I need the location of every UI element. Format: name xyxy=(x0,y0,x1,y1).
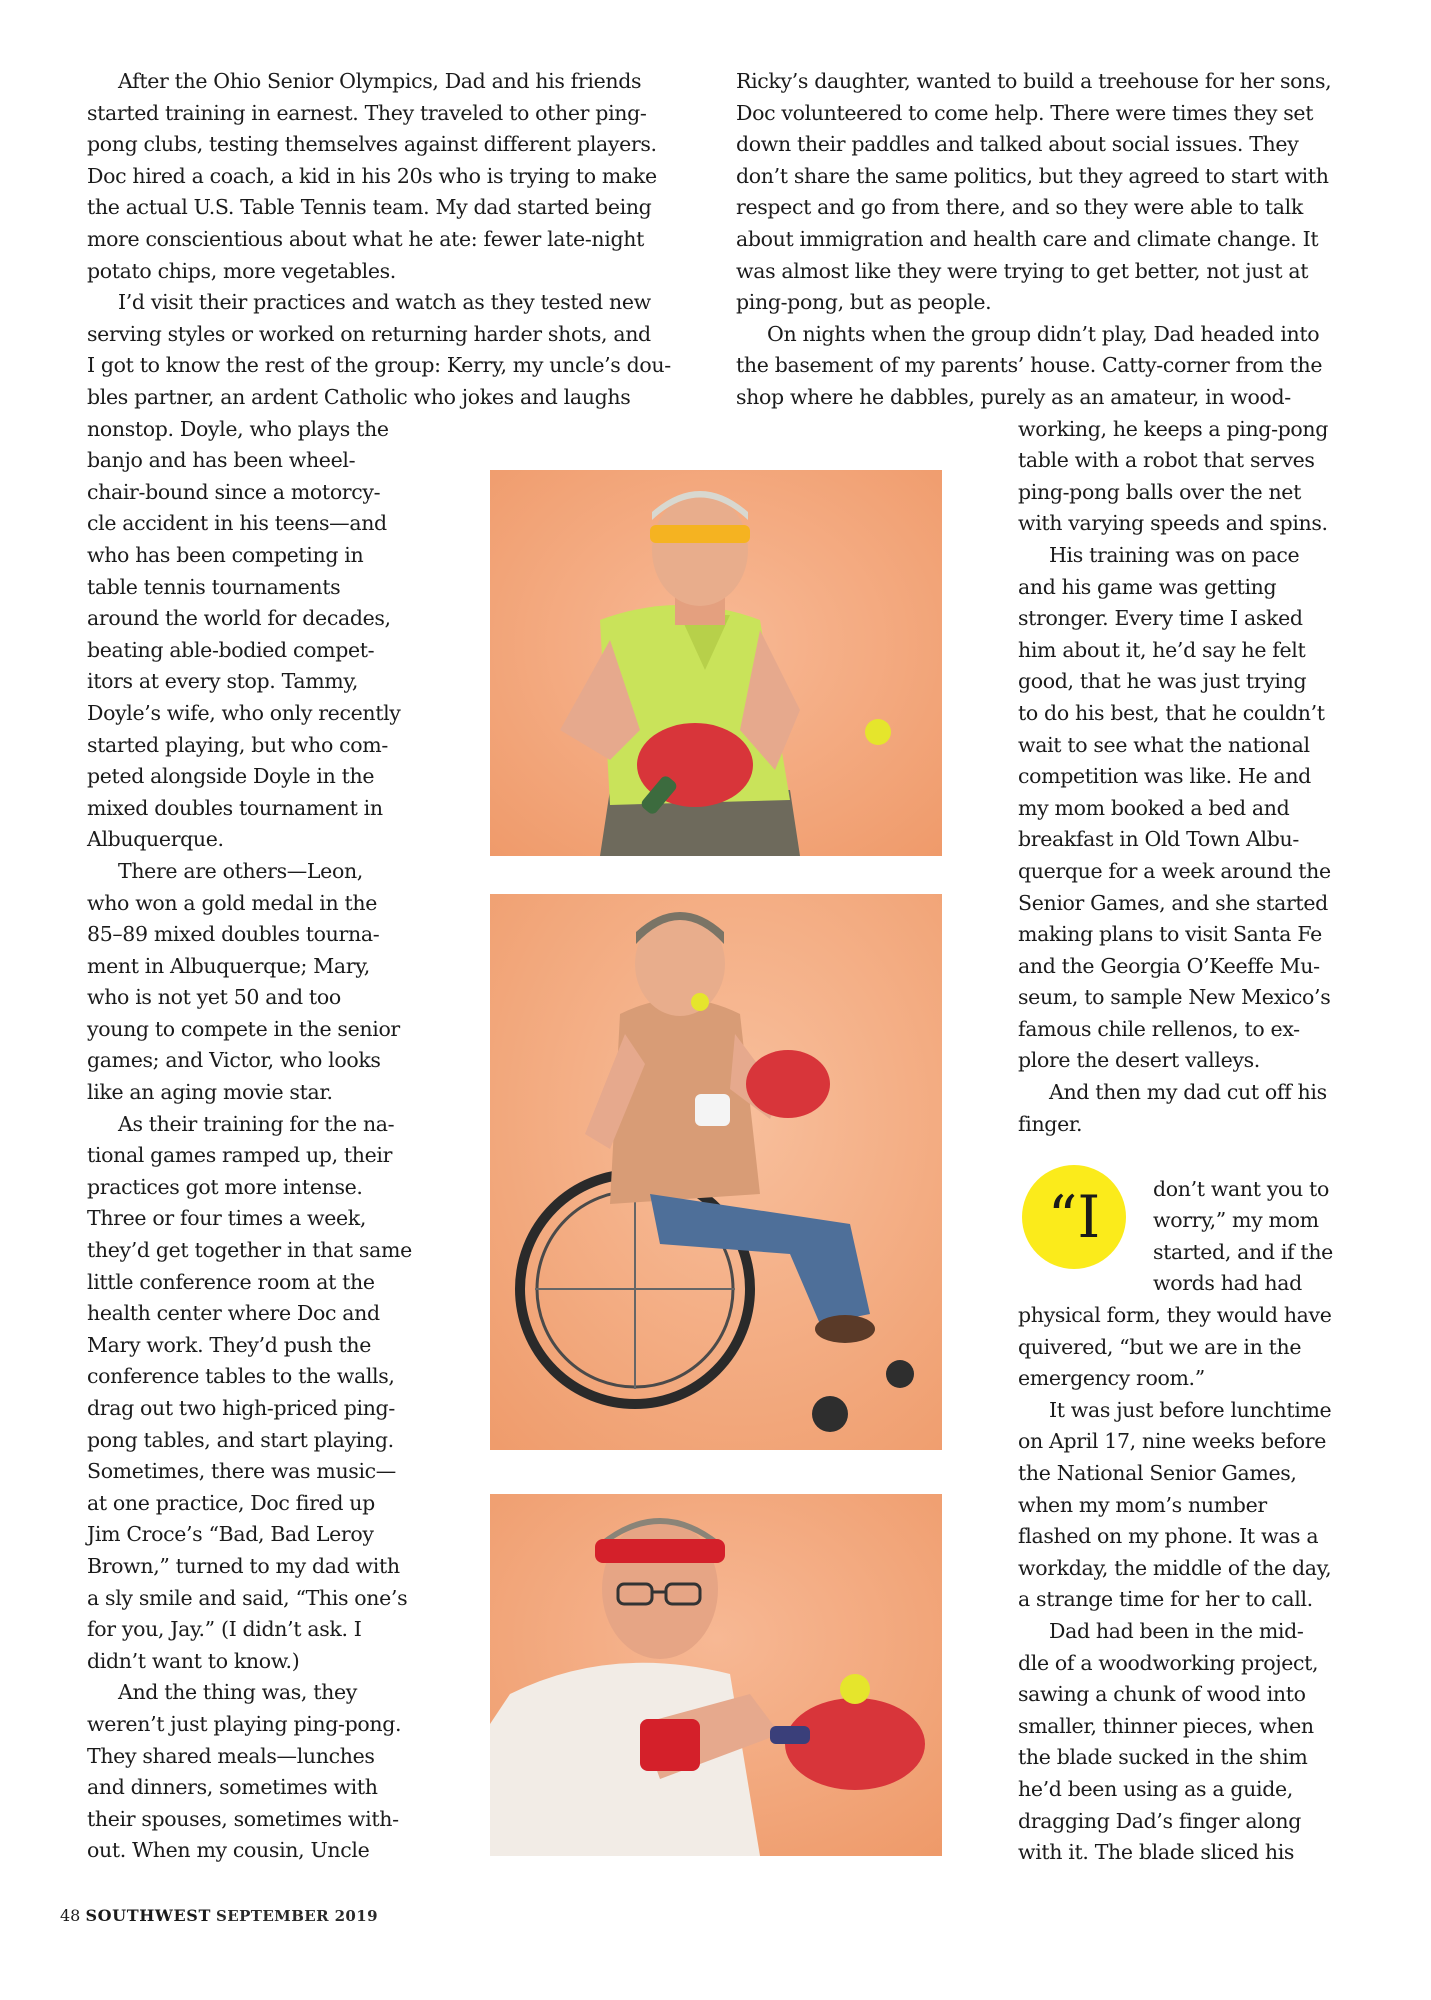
paragraph-line: they’d get together in that same xyxy=(87,1238,412,1263)
paragraph-line: There are others—Leon, xyxy=(118,858,363,883)
paragraph-line: health center where Doc and xyxy=(87,1301,380,1326)
paragraph-line: physical form, they would have xyxy=(1018,1303,1332,1327)
paragraph-line: stronger. Every time I asked xyxy=(1018,606,1303,631)
paragraph-line: On nights when the group didn’t play, Dad headed into xyxy=(767,321,1320,346)
paragraph-line: with varying speeds and spins. xyxy=(1018,511,1328,536)
paragraph-line: quivered, “but we are in the xyxy=(1018,1334,1302,1359)
magazine-name: SOUTHWEST xyxy=(85,1906,211,1925)
paragraph-line: around the world for decades, xyxy=(87,606,391,631)
paragraph-line: he’d been using as a guide, xyxy=(1018,1776,1293,1801)
paragraph-line: plore the desert valleys. xyxy=(1018,1048,1260,1073)
paragraph-line: As their training for the na- xyxy=(118,1111,395,1136)
paragraph-line: the actual U.S. Table Tennis team. My dad started being xyxy=(87,195,652,220)
paragraph-line: my mom booked a bed and xyxy=(1018,795,1290,820)
paragraph-line: good, that he was just trying xyxy=(1018,669,1307,694)
paragraph-line: It was just before lunchtime xyxy=(1049,1397,1332,1422)
paragraph-line: dragging Dad’s finger along xyxy=(1018,1808,1302,1833)
paragraph-line: sawing a chunk of wood into xyxy=(1018,1682,1306,1707)
paragraph-line: Doyle’s wife, who only recently xyxy=(87,700,401,725)
paragraph-line: His training was on pace xyxy=(1049,542,1300,567)
column-1-top-text xyxy=(87,66,671,414)
paragraph-line: to do his best, that he couldn’t xyxy=(1018,700,1325,725)
paragraph-line: him about it, he’d say he felt xyxy=(1018,637,1306,662)
paragraph-line: down their paddles and talked about social issues. They xyxy=(736,132,1299,157)
paragraph-line: beating able-bodied compet- xyxy=(87,637,375,662)
paragraph-line: with it. The blade sliced his xyxy=(1018,1840,1295,1865)
paragraph-line: their spouses, sometimes with- xyxy=(87,1806,399,1831)
paragraph-line: was almost like they were trying to get better, not just at xyxy=(736,258,1309,283)
paragraph-line: and the Georgia O’Keeffe Mu- xyxy=(1018,953,1320,978)
paragraph-line: respect and go from there, and so they were able to talk xyxy=(736,195,1303,220)
paragraph-line: chair-bound since a motorcy- xyxy=(87,479,381,504)
paragraph-line: mixed doubles tournament in xyxy=(87,795,383,820)
column-2-narrow-text xyxy=(1018,414,1331,1141)
paragraph-line: dle of a woodworking project, xyxy=(1018,1650,1319,1675)
paragraph-line: at one practice, Doc fired up xyxy=(87,1490,375,1515)
paragraph-line: competition was like. He and xyxy=(1018,764,1311,789)
paragraph-line: Senior Games, and she started xyxy=(1018,890,1328,915)
paragraph-line: like an aging movie star. xyxy=(87,1080,333,1105)
page-number: 48 xyxy=(60,1906,81,1925)
paragraph-line: words had had xyxy=(1153,1271,1302,1296)
paragraph-line: a sly smile and said, “This one’s xyxy=(87,1585,408,1610)
paragraph-line: peted alongside Doyle in the xyxy=(87,764,375,789)
paragraph-line: didn’t want to know.) xyxy=(87,1648,300,1673)
paragraph-line: who won a gold medal in the xyxy=(87,890,378,915)
paragraph-line: out. When my cousin, Uncle xyxy=(87,1838,370,1863)
paragraph-line: potato chips, more vegetables. xyxy=(87,258,396,283)
page-footer xyxy=(60,1906,378,1925)
paragraph-line: ping-pong balls over the net xyxy=(1018,479,1301,504)
paragraph-line: emergency room.” xyxy=(1018,1366,1205,1391)
paragraph-line: wait to see what the national xyxy=(1018,732,1310,757)
issue-date: SEPTEMBER 2019 xyxy=(216,1907,378,1925)
column-1-narrow-text xyxy=(87,414,412,1867)
paragraph-line: don’t share the same politics, but they agreed to start with xyxy=(736,163,1329,188)
paragraph-line: Dad had been in the mid- xyxy=(1049,1618,1304,1643)
photo-player-headband xyxy=(490,470,942,856)
paragraph-line: and dinners, sometimes with xyxy=(87,1775,378,1800)
paragraph-line: bles partner, an ardent Catholic who jokes and laughs xyxy=(87,384,631,409)
paragraph-line: Mary work. They’d push the xyxy=(87,1332,372,1357)
paragraph-line: the basement of my parents’ house. Catty-corner from the xyxy=(736,353,1323,378)
paragraph-line: Sometimes, there was music— xyxy=(87,1459,396,1484)
paragraph-line: Doc volunteered to come help. There were times they set xyxy=(736,100,1314,125)
paragraph-line: pong clubs, testing themselves against different players. xyxy=(87,132,657,157)
paragraph-line: for you, Jay.” (I didn’t ask. I xyxy=(87,1617,362,1642)
paragraph-line: about immigration and health care and climate change. It xyxy=(736,226,1319,251)
paragraph-line: And then my dad cut off his xyxy=(1049,1080,1327,1105)
paragraph-line: working, he keeps a ping-pong xyxy=(1018,416,1329,441)
drop-cap-circle xyxy=(1022,1165,1126,1269)
paragraph-line: ment in Albuquerque; Mary, xyxy=(87,953,370,978)
paragraph-line: started playing, but who com- xyxy=(87,732,388,757)
paragraph-line: cle accident in his teens—and xyxy=(87,511,387,536)
column-2-bottom-text xyxy=(1018,1300,1332,1869)
paragraph-line: seum, to sample New Mexico’s xyxy=(1018,985,1331,1010)
paragraph-line: young to compete in the senior xyxy=(87,1016,400,1041)
paragraph-line: on April 17, nine weeks before xyxy=(1018,1429,1327,1454)
paragraph-line: querque for a week around the xyxy=(1018,858,1331,883)
paragraph-line: making plans to visit Santa Fe xyxy=(1018,922,1322,947)
paragraph-line: a strange time for her to call. xyxy=(1018,1587,1313,1612)
paragraph-line: And the thing was, they xyxy=(118,1680,358,1705)
paragraph-line: I got to know the rest of the group: Kerry, my uncle’s dou- xyxy=(87,353,671,378)
paragraph-line: Doc hired a coach, a kid in his 20s who is trying to make xyxy=(87,163,657,188)
paragraph-line: started, and if the xyxy=(1153,1239,1333,1264)
column-2-top-text xyxy=(736,66,1331,414)
paragraph-line: don’t want you to xyxy=(1153,1176,1329,1201)
photo-player-red-headband xyxy=(490,1494,942,1856)
paragraph-line: 85–89 mixed doubles tourna- xyxy=(87,922,380,947)
paragraph-line: games; and Victor, who looks xyxy=(87,1048,381,1073)
paragraph-line: the blade sucked in the shim xyxy=(1018,1745,1308,1770)
paragraph-line: itors at every stop. Tammy, xyxy=(87,669,359,694)
paragraph-line: who has been competing in xyxy=(87,542,364,567)
paragraph-line: and his game was getting xyxy=(1018,574,1277,599)
paragraph-line: Three or four times a week, xyxy=(87,1206,367,1231)
paragraph-line: conference tables to the walls, xyxy=(87,1364,395,1389)
paragraph-line: I’d visit their practices and watch as they tested new xyxy=(118,290,651,315)
paragraph-line: worry,” my mom xyxy=(1153,1208,1319,1233)
paragraph-line: pong tables, and start playing. xyxy=(87,1427,394,1452)
paragraph-line: little conference room at the xyxy=(87,1269,375,1294)
paragraph-line: breakfast in Old Town Albu- xyxy=(1018,827,1299,852)
paragraph-line: serving styles or worked on returning harder shots, and xyxy=(87,321,651,346)
paragraph-line: practices got more intense. xyxy=(87,1174,363,1199)
paragraph-line: smaller, thinner pieces, when xyxy=(1018,1713,1314,1738)
paragraph-line: banjo and has been wheel- xyxy=(87,448,356,473)
paragraph-line: Brown,” turned to my dad with xyxy=(87,1553,400,1578)
paragraph-line: tional games ramped up, their xyxy=(87,1143,393,1168)
paragraph-line: They shared meals—lunches xyxy=(87,1743,375,1768)
paragraph-line: who is not yet 50 and too xyxy=(87,985,341,1010)
drop-cap-letter: “I xyxy=(1047,1183,1101,1251)
paragraph-line: After the Ohio Senior Olympics, Dad and his friends xyxy=(118,69,642,93)
photo-player-wheelchair xyxy=(490,894,942,1450)
paragraph-line: drag out two high-priced ping- xyxy=(87,1396,395,1420)
paragraph-line: the National Senior Games, xyxy=(1018,1460,1297,1485)
paragraph-line: table tennis tournaments xyxy=(87,574,341,599)
paragraph-line: Albuquerque. xyxy=(87,827,224,852)
paragraph-line: shop where he dabbles, purely as an amateur, in wood- xyxy=(736,384,1291,409)
paragraph-line: started training in earnest. They traveled to other ping- xyxy=(87,100,647,125)
paragraph-line: Ricky’s daughter, wanted to build a treehouse for her sons, xyxy=(736,69,1332,93)
paragraph-line: weren’t just playing ping-pong. xyxy=(87,1711,402,1736)
drop-cap-lines xyxy=(1153,1174,1333,1300)
paragraph-line: finger. xyxy=(1018,1111,1083,1136)
paragraph-line: nonstop. Doyle, who plays the xyxy=(87,416,389,441)
paragraph-line: table with a robot that serves xyxy=(1018,448,1315,473)
paragraph-line: famous chile rellenos, to ex- xyxy=(1018,1016,1300,1041)
paragraph-line: workday, the middle of the day, xyxy=(1018,1555,1332,1580)
paragraph-line: flashed on my phone. It was a xyxy=(1018,1524,1319,1549)
paragraph-line: Jim Croce’s “Bad, Bad Leroy xyxy=(87,1522,374,1547)
paragraph-line: when my mom’s number xyxy=(1018,1492,1267,1517)
paragraph-line: more conscientious about what he ate: fewer late-night xyxy=(87,226,644,251)
paragraph-line: ping-pong, but as people. xyxy=(736,290,992,315)
